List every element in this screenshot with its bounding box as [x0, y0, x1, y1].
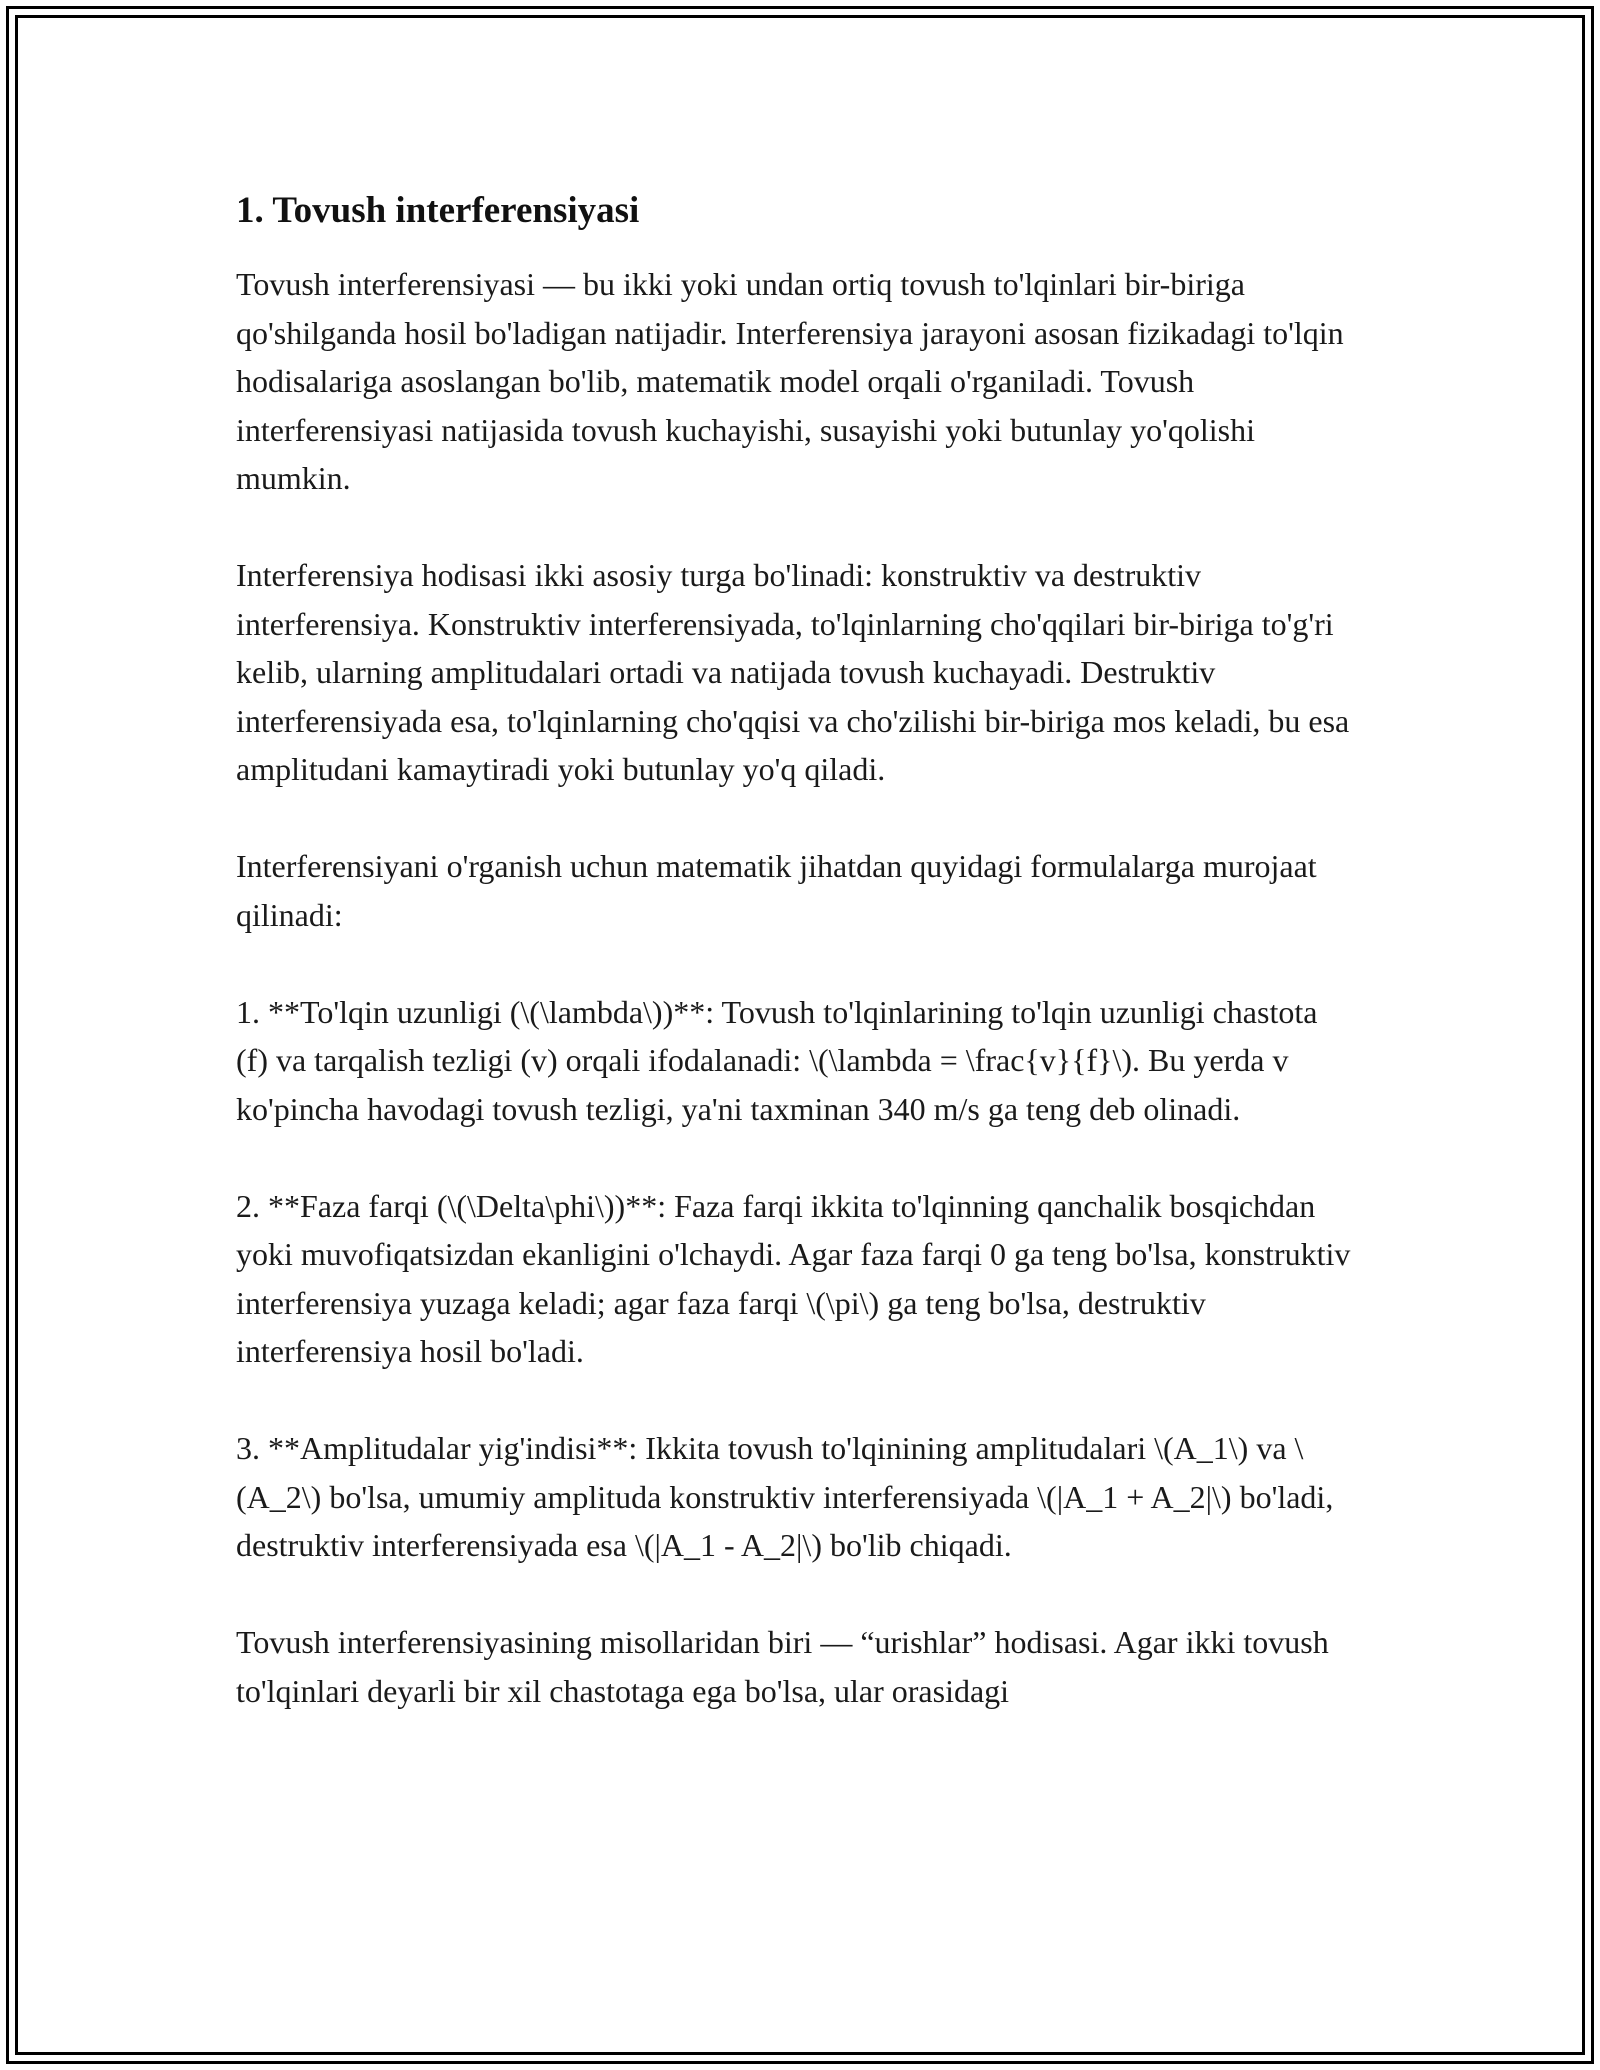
paragraph-beats: Tovush interferensiyasining misollaridan biri — “urishlar” hodisasi. Agar ikki tovush to'lqinlari deyarli bir xil chastotaga ega bo'lsa, ular orasidagi: [236, 1624, 1329, 1709]
paragraph-phase: 2. **Faza farqi (\(\Delta\phi\))**: Faza farqi ikkita to'lqinning qanchalik bosqichdan yoki muvofiqatsizdan ekanligini o'lchaydi. Agar faza farqi 0 ga teng bo'lsa, konstruktiv interferensiya yuzaga keladi; agar faza farqi \(\pi\) ga teng bo'lsa, destruktiv interferensiya hosil bo'ladi.: [236, 1187, 1351, 1369]
paragraph-amplitude: 3. **Amplitudalar yig'indisi**: Ikkita tovush to'lqinining amplitudalari \(A_1\) va \(A_2\) bo'lsa, umumiy amplituda konstruktiv interferensiyada \(|A_1 + A_2|\) bo'ladi, destruktiv interferensiyada esa \(|A_1 - A_2|\) bo'lib chiqadi.: [236, 1430, 1334, 1563]
paragraph-wavelength: 1. **To'lqin uzunligi (\(\lambda\))**: Tovush to'lqinlarining to'lqin uzunligi chastota (f) va tarqalish tezligi (v) orqali ifodalanadi: \(\lambda = \frac{v}{f}\). Bu yerda v ko'pincha havodagi tovush tezligi, ya'ni taxminan 340 m/s ga teng deb olinadi.: [236, 993, 1318, 1127]
document-body: [236, 186, 1356, 1764]
section-heading: 1. Tovush interferensiyasi: [236, 190, 640, 231]
paragraph-intro: Tovush interferensiyasi — bu ikki yoki undan ortiq tovush to'lqinlari bir-biriga qo'shilganda hosil bo'ladigan natijadir. Interferensiya jarayoni asosan fizikadagi to'lqin hodisalariga asoslangan bo'lib, matematik model orqali o'rganiladi. Tovush interferensiyasi natijasida tovush kuchayishi, susayishi yoki butunlay yo'qolishi mumkin.: [236, 266, 1344, 496]
paragraph-types: Interferensiya hodisasi ikki asosiy turga bo'linadi: konstruktiv va destruktiv interferensiya. Konstruktiv interferensiyada, to'lqinlarning cho'qqilari bir-biriga to'g'ri kelib, ularning amplitudalari ortadi va natijada tovush kuchayadi. Destruktiv interferensiyada esa, to'lqinlarning cho'qqisi va cho'zilishi bir-biriga mos keladi, bu esa amplitudani kamaytiradi yoki butunlay yo'q qiladi.: [236, 557, 1350, 787]
paragraph-formulas-intro: Interferensiyani o'rganish uchun matematik jihatdan quyidagi formulalarga murojaat qilinadi:: [236, 848, 1317, 933]
